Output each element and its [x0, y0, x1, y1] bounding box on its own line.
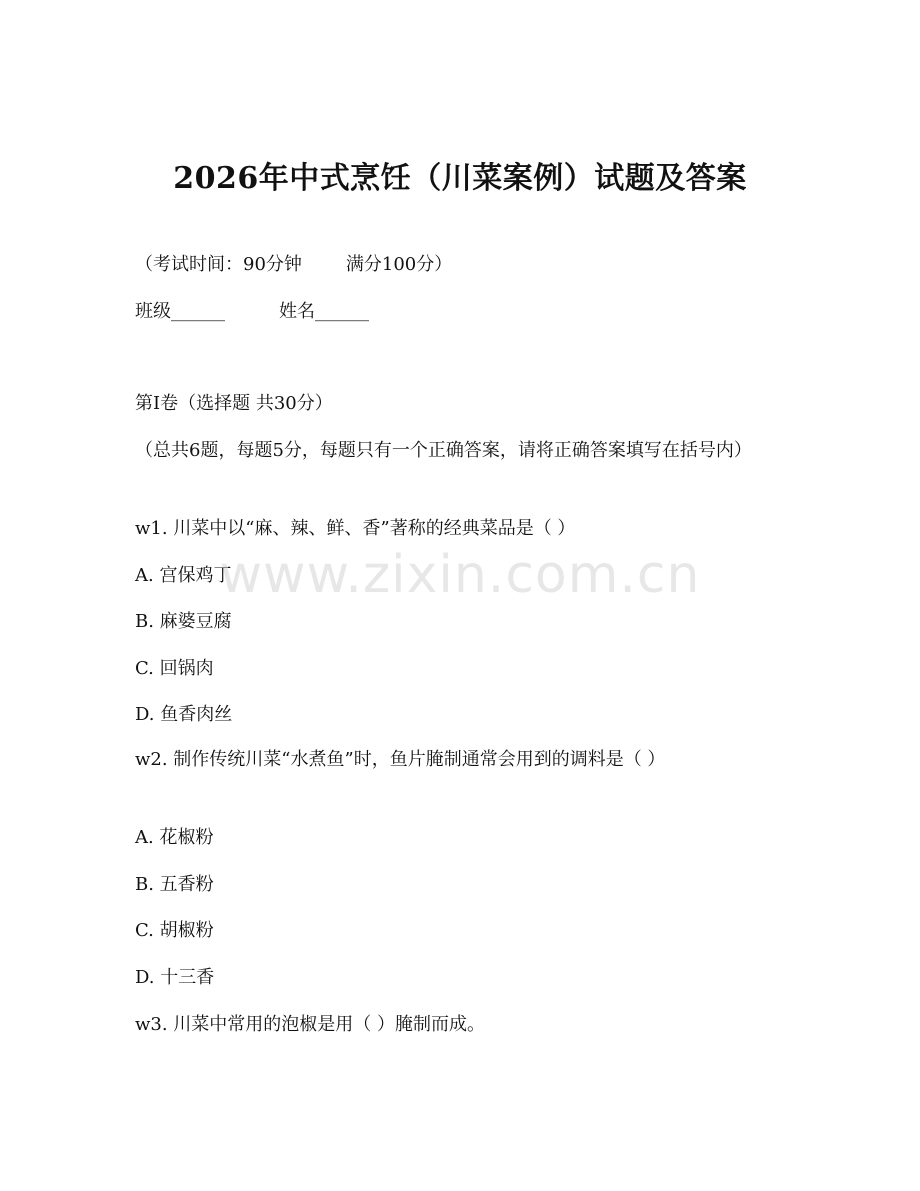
class-field-label: 班级______	[135, 301, 225, 322]
section-instructions: （总共6题，每题5分，每题只有一个正确答案，请将正确答案填写在括号内）	[135, 440, 752, 461]
name-field-label: 姓名______	[279, 301, 369, 322]
document-title: 2026年中式烹饪（川菜案例）试题及答案	[173, 161, 747, 196]
student-info	[135, 297, 369, 327]
question-1-stem: w1. 川菜中以“麻、辣、鲜、香”著称的经典菜品是（ ）	[135, 518, 576, 539]
exam-full-score: 满分100分）	[345, 254, 453, 275]
question-1-option-d: D. 鱼香肉丝	[135, 704, 233, 725]
watermark: www.zixin.com.cn	[219, 545, 701, 605]
question-2-stem: w2. 制作传统川菜“水煮鱼”时，鱼片腌制通常会用到的调料是（ ）	[135, 749, 666, 770]
section-heading: 第Ⅰ卷（选择题 共30分）	[135, 393, 333, 414]
question-1-option-a: A. 宫保鸡丁	[135, 565, 232, 586]
question-1-option-c: C. 回锅肉	[135, 658, 214, 679]
question-2-option-c: C. 胡椒粉	[135, 920, 214, 941]
question-2-option-b: B. 五香粉	[135, 874, 214, 895]
question-1-option-b: B. 麻婆豆腐	[135, 611, 232, 632]
exam-time: （考试时间：90分钟	[135, 254, 302, 275]
question-2-option-d: D. 十三香	[135, 967, 215, 988]
question-3-stem: w3. 川菜中常用的泡椒是用（ ）腌制而成。	[135, 1014, 486, 1035]
question-2-option-a: A. 花椒粉	[135, 827, 214, 848]
exam-info	[135, 250, 452, 280]
